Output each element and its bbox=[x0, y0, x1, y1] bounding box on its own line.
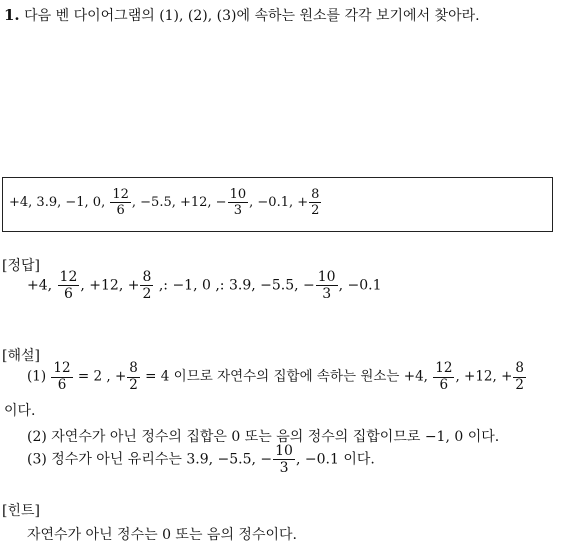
fraction-numerator: 8 bbox=[129, 360, 138, 376]
explanation-fraction-10-3 bbox=[273, 444, 295, 475]
choices-content bbox=[9, 188, 322, 217]
fraction-denominator: 2 bbox=[515, 376, 524, 393]
fraction-denominator: 3 bbox=[322, 286, 332, 302]
choices-box bbox=[2, 177, 553, 232]
fraction-numerator: 8 bbox=[311, 187, 320, 202]
fraction-denominator: 6 bbox=[116, 203, 125, 218]
fraction-numerator: 8 bbox=[515, 360, 524, 376]
hint-header: [힌트] bbox=[2, 503, 40, 519]
fraction-numerator: 12 bbox=[435, 360, 453, 376]
fraction-numerator: 12 bbox=[112, 187, 129, 202]
choice-fraction-8-2 bbox=[309, 188, 321, 217]
fraction-numerator: 8 bbox=[142, 269, 152, 285]
question-line bbox=[4, 5, 480, 25]
fraction-denominator: 2 bbox=[311, 203, 320, 218]
choice-fraction-12-6 bbox=[110, 188, 131, 217]
answer-part-b: , +12, + bbox=[80, 277, 140, 294]
explanation-fraction-12-6-b bbox=[433, 362, 454, 392]
explanation-text: (3) 정수가 아닌 유리수는 3.9, −5.5, − bbox=[27, 451, 273, 468]
answer-header: [정답] bbox=[2, 258, 40, 274]
explanation-text: , −0.1 이다. bbox=[295, 451, 375, 468]
explanation-text: , +12, + bbox=[455, 368, 513, 385]
fraction-numerator: 12 bbox=[59, 269, 78, 285]
explanation-text: = 2 , + bbox=[73, 368, 127, 385]
choices-items-c: , −0.1, + bbox=[249, 195, 309, 210]
fraction-numerator: 12 bbox=[53, 360, 71, 376]
answer-part-a: +4, bbox=[27, 277, 57, 294]
fraction-numerator: 10 bbox=[275, 443, 293, 459]
fraction-denominator: 3 bbox=[233, 203, 242, 218]
fraction-denominator: 6 bbox=[439, 376, 449, 393]
choice-fraction-10-3 bbox=[228, 188, 249, 217]
answer-fraction-10-3 bbox=[316, 270, 338, 301]
explanation-text: (1) bbox=[27, 368, 51, 385]
question-number: 1. bbox=[4, 6, 20, 24]
explanation-line-2: (2) 자연수가 아닌 정수의 집합은 0 또는 음의 정수의 집합이므로 −1, 0 이다. bbox=[27, 429, 500, 445]
explanation-fraction-8-2-b bbox=[513, 362, 526, 392]
answer-line bbox=[27, 270, 381, 301]
answer-part-d: , −0.1 bbox=[338, 277, 382, 294]
explanation-header: [해설] bbox=[2, 348, 40, 364]
choices-items-a: +4, 3.9, −1, 0, bbox=[9, 195, 110, 210]
explanation-line-3 bbox=[27, 444, 375, 475]
explanation-line-1-cont: 이다. bbox=[4, 403, 36, 419]
fraction-numerator: 10 bbox=[317, 269, 336, 285]
choices-items-b: , −5.5, +12, − bbox=[131, 195, 227, 210]
answer-part-c: ,: −1, 0 ,: 3.9, −5.5, − bbox=[154, 277, 315, 294]
explanation-fraction-12-6 bbox=[51, 362, 72, 392]
hint-text: 자연수가 아닌 정수는 0 또는 음의 정수이다. bbox=[27, 527, 297, 543]
explanation-line-1 bbox=[27, 362, 527, 392]
fraction-denominator: 2 bbox=[129, 376, 138, 393]
explanation-text: = 4 이므로 자연수의 집합에 속하는 원소는 +4, bbox=[140, 368, 433, 385]
fraction-denominator: 3 bbox=[279, 460, 289, 476]
fraction-numerator: 10 bbox=[229, 187, 247, 202]
explanation-fraction-8-2 bbox=[127, 362, 140, 392]
answer-fraction-8-2 bbox=[140, 270, 153, 301]
question-text: 다음 벤 다이어그램의 (1), (2), (3)에 속하는 원소를 각각 보기에서 찾아라. bbox=[24, 8, 480, 24]
fraction-denominator: 6 bbox=[57, 376, 67, 393]
answer-fraction-12-6 bbox=[58, 270, 80, 301]
fraction-denominator: 6 bbox=[64, 286, 73, 302]
fraction-denominator: 2 bbox=[142, 286, 152, 302]
